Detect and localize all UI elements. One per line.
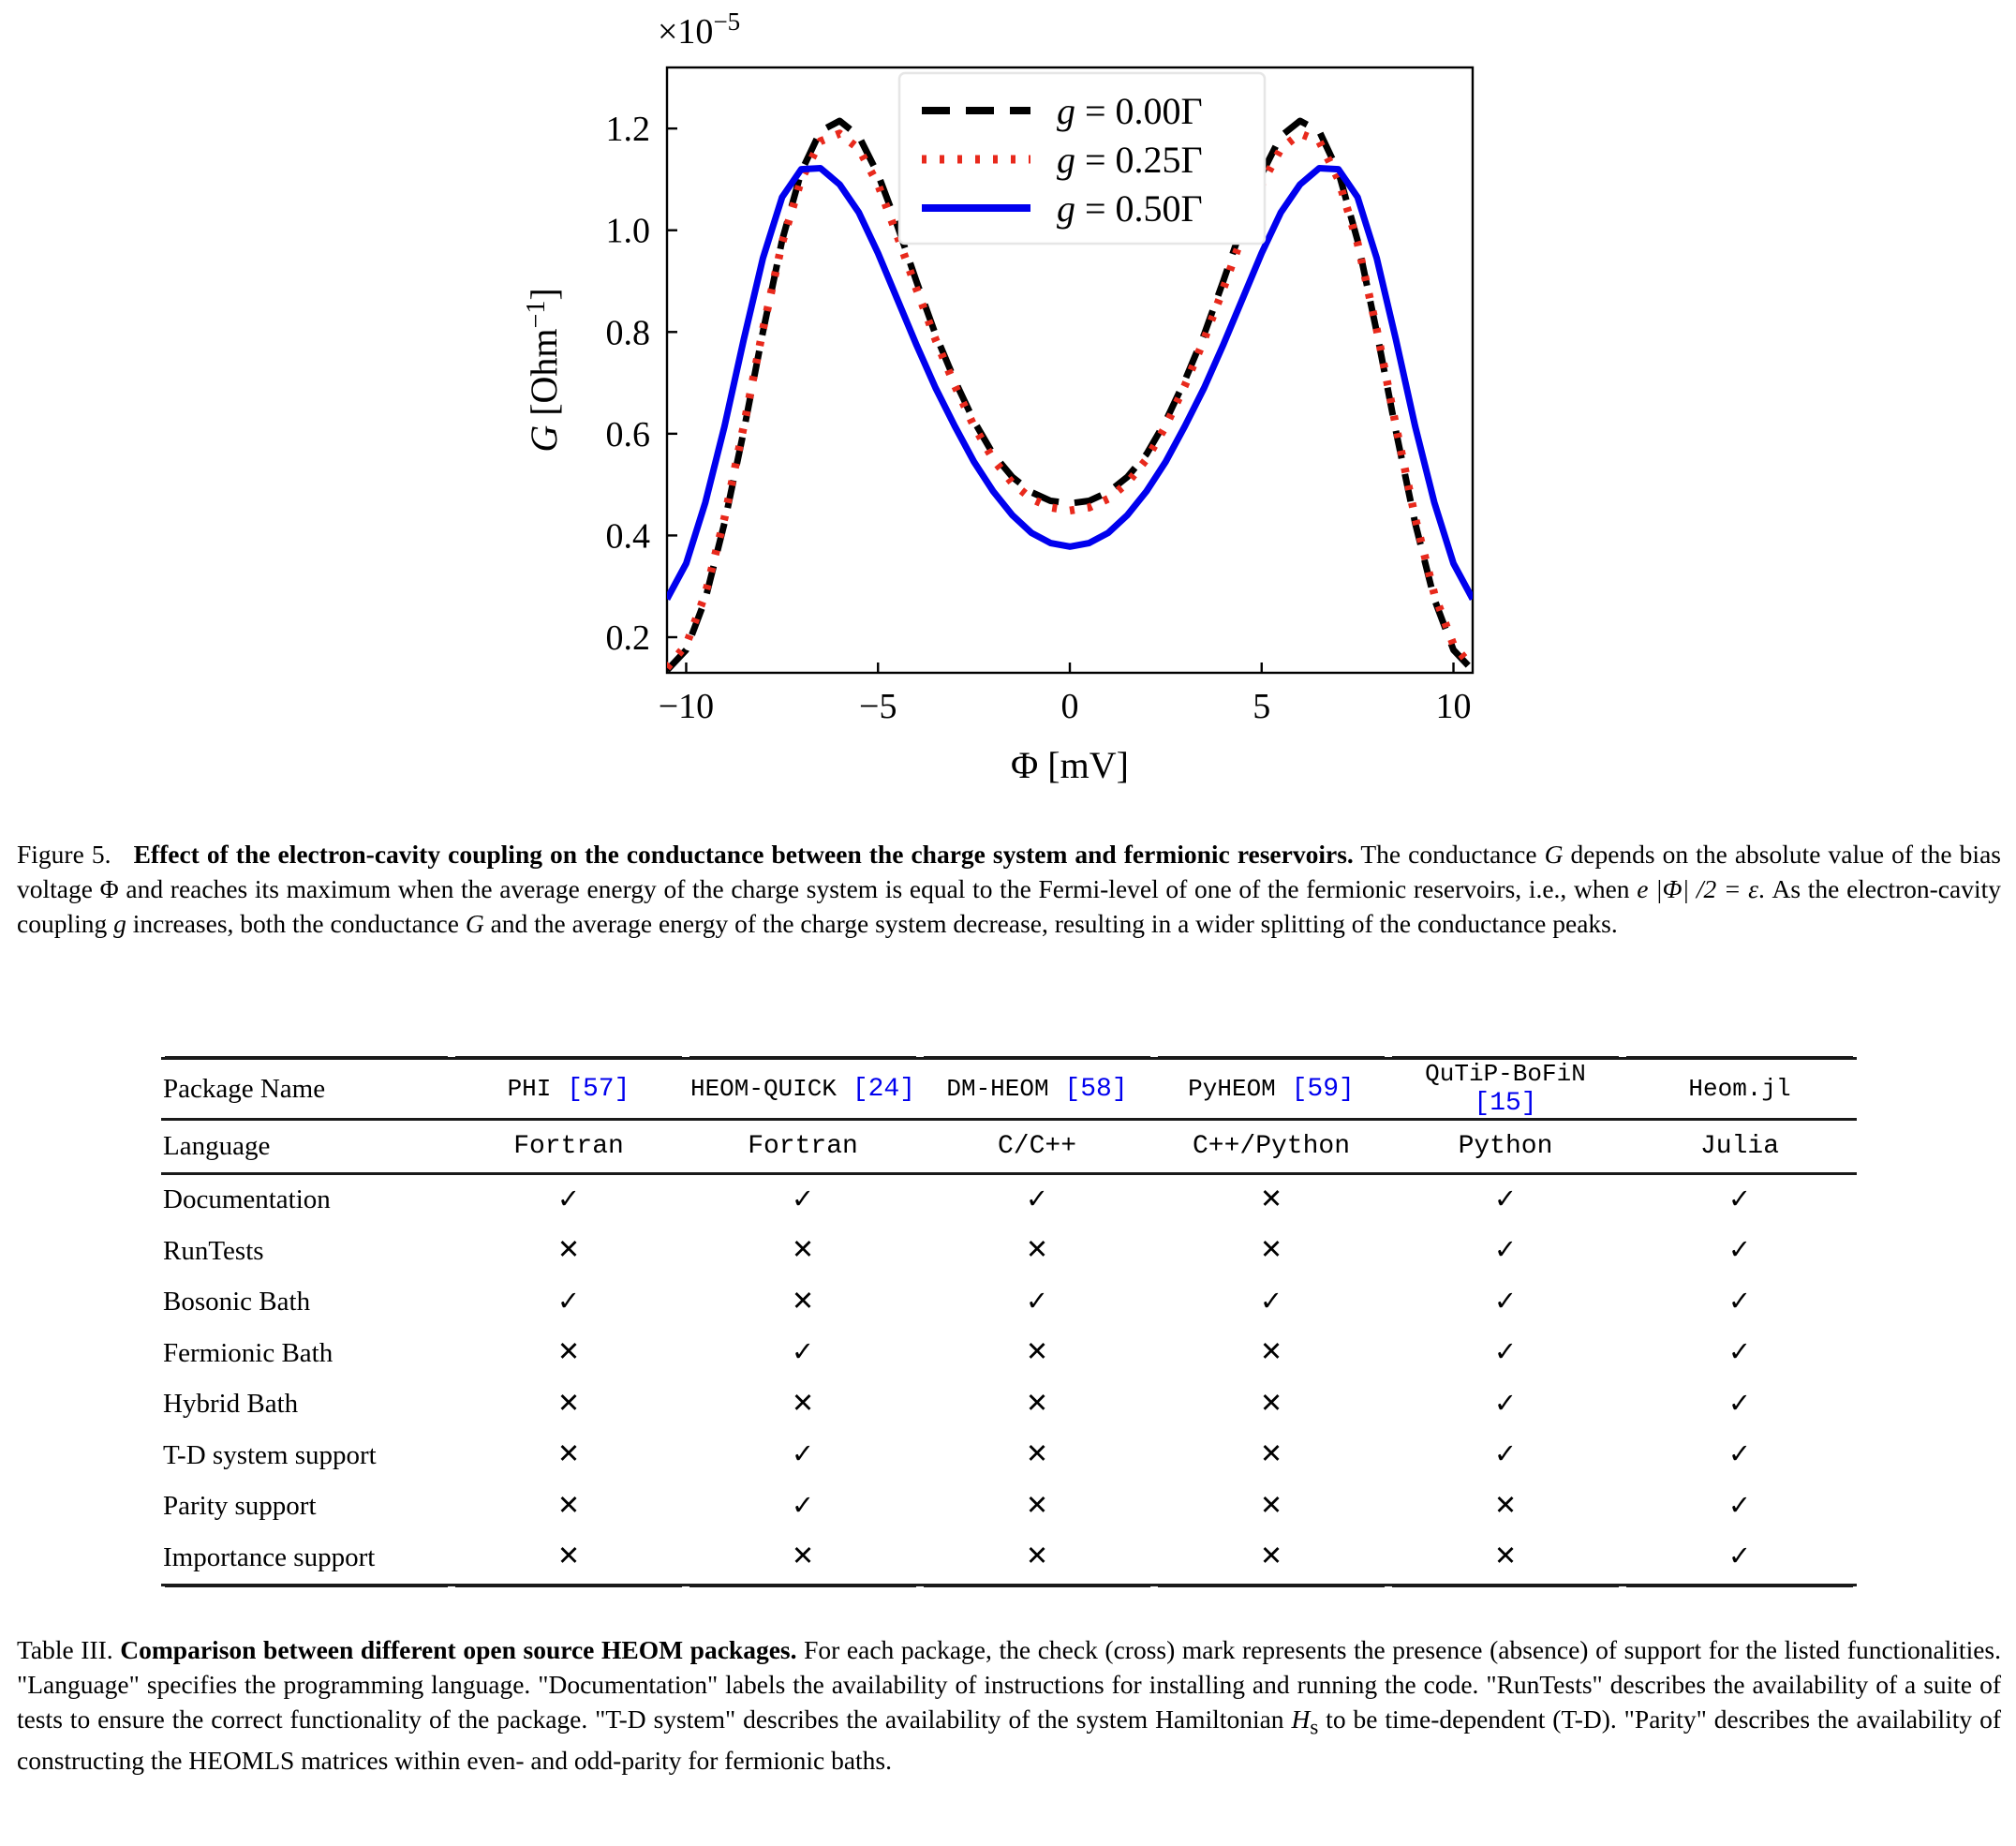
package-name-6: Heom.jl bbox=[1688, 1074, 1791, 1103]
check-icon: ✓ bbox=[1727, 1488, 1752, 1521]
cell-r8-c2 bbox=[686, 1532, 920, 1585]
table-row bbox=[161, 1120, 1857, 1174]
cross-icon: ✕ bbox=[556, 1540, 581, 1572]
y-tick-label-1: 0.4 bbox=[605, 516, 650, 557]
cross-icon: ✕ bbox=[1259, 1386, 1283, 1419]
y-tick-label-4: 1.0 bbox=[605, 211, 650, 251]
cell-r8-c3 bbox=[920, 1532, 1154, 1585]
cell-r5-c5 bbox=[1388, 1379, 1623, 1431]
table-symbol-H-sub: s bbox=[1310, 1715, 1319, 1739]
table-row bbox=[161, 1226, 1857, 1277]
language-cell-1: Fortran bbox=[452, 1120, 686, 1174]
cell-r1-c5 bbox=[1388, 1173, 1623, 1226]
cell-r3-c4 bbox=[1154, 1277, 1388, 1329]
cell-r7-c4 bbox=[1154, 1481, 1388, 1533]
cell-r3-c5 bbox=[1388, 1277, 1623, 1329]
table-caption bbox=[17, 1632, 2001, 1778]
cross-icon: ✕ bbox=[1493, 1488, 1518, 1521]
figure-symbol-G-1: G bbox=[1544, 840, 1564, 869]
cell-r5-c3 bbox=[920, 1379, 1154, 1431]
table-caption-title: Comparison between different open source HEOM packages. bbox=[120, 1635, 797, 1664]
cell-r1-c3 bbox=[920, 1173, 1154, 1226]
figure-5 bbox=[0, 0, 2016, 815]
cross-icon: ✕ bbox=[556, 1233, 581, 1266]
cell-r5-c1 bbox=[452, 1379, 686, 1431]
cell-r2-c3 bbox=[920, 1226, 1154, 1277]
svg-text:G [Ohm−1]: G [Ohm$^{-1}$] bbox=[522, 288, 565, 453]
table-number: Table III. bbox=[17, 1635, 113, 1664]
check-icon: ✓ bbox=[1493, 1182, 1518, 1214]
table-row bbox=[161, 1430, 1857, 1481]
check-icon: ✓ bbox=[1727, 1386, 1752, 1419]
table-row bbox=[161, 1277, 1857, 1329]
cross-icon: ✕ bbox=[1025, 1335, 1049, 1368]
package-name-4: PyHEOM bbox=[1188, 1074, 1276, 1103]
cross-icon: ✕ bbox=[791, 1233, 815, 1266]
citation-5[interactable]: [15] bbox=[1474, 1089, 1537, 1118]
cross-icon: ✕ bbox=[791, 1540, 815, 1572]
cell-r6-c3 bbox=[920, 1430, 1154, 1481]
language-cell-4: C++/Python bbox=[1154, 1120, 1388, 1174]
cell-r1-c2 bbox=[686, 1173, 920, 1226]
cell-r6-c4 bbox=[1154, 1430, 1388, 1481]
check-icon: ✓ bbox=[1493, 1386, 1518, 1419]
cell-r7-c1 bbox=[452, 1481, 686, 1533]
cell-r4-c1 bbox=[452, 1328, 686, 1379]
cell-r7-c5 bbox=[1388, 1481, 1623, 1533]
check-icon: ✓ bbox=[556, 1284, 581, 1317]
cell-r4-c6 bbox=[1623, 1328, 1857, 1379]
cell-r8-c6 bbox=[1623, 1532, 1857, 1585]
check-icon: ✓ bbox=[1727, 1182, 1752, 1214]
check-icon: ✓ bbox=[1727, 1233, 1752, 1266]
package-header-4 bbox=[1154, 1059, 1388, 1120]
cross-icon: ✕ bbox=[1493, 1540, 1518, 1572]
cell-r1-c1 bbox=[452, 1173, 686, 1226]
table-caption-body-2: to be time-dependent (T-D). "Parity" describes the availability of constructing the HEOMLS matrices within even- and odd-parity for fermionic baths. bbox=[17, 1705, 2002, 1775]
cell-r2-c4 bbox=[1154, 1226, 1388, 1277]
check-icon: ✓ bbox=[1493, 1437, 1518, 1470]
x-tick-label-3: 5 bbox=[1253, 687, 1271, 726]
check-icon: ✓ bbox=[1259, 1284, 1283, 1317]
x-tick-label-1: −5 bbox=[859, 687, 897, 726]
cell-r2-c6 bbox=[1623, 1226, 1857, 1277]
package-name-5: QuTiP-BoFiN bbox=[1425, 1060, 1586, 1088]
check-icon: ✓ bbox=[1493, 1233, 1518, 1266]
table-caption-body-1: For each package, the check (cross) mark represents the presence (absence) of support for the listed functionalities. "Language" specifies the programming language. "Documentation" labels the availability of instructions for installing and running the code. "RunTests" describes the availability of a suite of tests to ensure the correct functionality of the package. "T-D system" describes the availability of the system Hamiltonian bbox=[17, 1635, 2001, 1734]
heom-package-comparison-table bbox=[161, 1057, 1857, 1586]
row-label-8: Importance support bbox=[161, 1532, 452, 1585]
figure-caption-body-1: The conductance bbox=[1353, 840, 1545, 869]
cross-icon: ✕ bbox=[791, 1284, 815, 1317]
check-icon: ✓ bbox=[791, 1488, 815, 1521]
y-axis-label bbox=[522, 288, 565, 452]
figure-symbol-G-2: G bbox=[465, 909, 484, 939]
cell-r4-c2 bbox=[686, 1328, 920, 1379]
check-icon: ✓ bbox=[791, 1182, 815, 1214]
citation-1[interactable]: [57] bbox=[567, 1074, 630, 1104]
y-tick-label-2: 0.6 bbox=[605, 414, 650, 454]
cell-r6-c1 bbox=[452, 1430, 686, 1481]
cross-icon: ✕ bbox=[1259, 1540, 1283, 1572]
cell-r5-c4 bbox=[1154, 1379, 1388, 1431]
figure-caption-body-6: and the average energy of the charge system decrease, resulting in a wider splitting of the conductance peaks. bbox=[483, 909, 1618, 939]
cell-r3-c6 bbox=[1623, 1277, 1857, 1329]
cross-icon: ✕ bbox=[1025, 1540, 1049, 1572]
package-name-2: HEOM-QUICK bbox=[689, 1074, 837, 1103]
language-cell-5: Python bbox=[1388, 1120, 1623, 1174]
row-label-6: T-D system support bbox=[163, 1439, 377, 1470]
cell-r7-c2 bbox=[686, 1481, 920, 1533]
cell-r3-c1 bbox=[452, 1277, 686, 1329]
table-row bbox=[161, 1328, 1857, 1379]
table-row bbox=[161, 1532, 1857, 1585]
check-icon: ✓ bbox=[1727, 1335, 1752, 1368]
row-label-7: Parity support bbox=[163, 1491, 317, 1522]
cell-r1-c6 bbox=[1623, 1173, 1857, 1226]
axis-offset-label: $\times 10^{-5}$ bbox=[658, 7, 741, 52]
x-axis-label: Φ [mV] bbox=[1011, 744, 1129, 786]
y-tick-label-5: 1.2 bbox=[605, 110, 650, 150]
check-icon: ✓ bbox=[1493, 1335, 1518, 1368]
package-name-3: DM-HEOM bbox=[946, 1074, 1049, 1103]
x-tick-label-4: 10 bbox=[1435, 687, 1472, 726]
package-header-5 bbox=[1388, 1059, 1623, 1120]
table-header-label: Package Name bbox=[161, 1059, 452, 1120]
figure-caption-body-2: depends on the absolute value of the bias voltage bbox=[17, 840, 2001, 904]
figure-caption-body-5: increases, both the conductance bbox=[126, 909, 466, 939]
cross-icon: ✕ bbox=[1025, 1437, 1049, 1470]
figure-caption-body-3: and reaches its maximum when the average energy of the charge system is equal to the Fermi-level of one of the fermionic reservoirs, i.e., when bbox=[118, 874, 1638, 904]
check-icon: ✓ bbox=[556, 1182, 581, 1214]
cell-r7-c6 bbox=[1623, 1481, 1857, 1533]
y-tick-label-0: 0.2 bbox=[605, 618, 650, 658]
cell-r1-c4 bbox=[1154, 1173, 1388, 1226]
legend-label-2: g = 0.25Γ bbox=[1057, 139, 1203, 181]
language-cell-6: Julia bbox=[1623, 1120, 1857, 1174]
check-icon: ✓ bbox=[1727, 1437, 1752, 1470]
conductance-line-chart bbox=[0, 0, 2016, 815]
cross-icon: ✕ bbox=[1025, 1488, 1049, 1521]
package-header-3 bbox=[920, 1059, 1154, 1120]
figure-caption-body-4: . As the electron-cavity coupling bbox=[17, 874, 2001, 939]
row-label-4: Fermionic Bath bbox=[163, 1337, 334, 1368]
figure-number: Figure 5. bbox=[17, 840, 111, 869]
row-label-1: Documentation bbox=[161, 1173, 452, 1226]
language-cell-2: Fortran bbox=[686, 1120, 920, 1174]
row-label-3: Bosonic Bath bbox=[163, 1287, 311, 1318]
cell-r4-c4 bbox=[1154, 1328, 1388, 1379]
package-header-1 bbox=[452, 1059, 686, 1120]
x-tick-label-2: 0 bbox=[1060, 687, 1079, 726]
cell-r8-c1 bbox=[452, 1532, 686, 1585]
cell-r2-c1 bbox=[452, 1226, 686, 1277]
cell-r5-c6 bbox=[1623, 1379, 1857, 1431]
figure-caption-title: Effect of the electron-cavity coupling on the conductance between the charge system and fermionic reservoirs. bbox=[133, 840, 1354, 869]
cross-icon: ✕ bbox=[556, 1437, 581, 1470]
cross-icon: ✕ bbox=[556, 1386, 581, 1419]
cell-r6-c6 bbox=[1623, 1430, 1857, 1481]
check-icon: ✓ bbox=[1025, 1182, 1049, 1214]
legend-label-1: g = 0.00Γ bbox=[1057, 90, 1203, 132]
package-header-6 bbox=[1623, 1059, 1857, 1120]
cell-r2-c5 bbox=[1388, 1226, 1623, 1277]
cross-icon: ✕ bbox=[1259, 1182, 1283, 1214]
legend-label-3: g = 0.50Γ bbox=[1057, 187, 1203, 230]
cross-icon: ✕ bbox=[1259, 1437, 1283, 1470]
citation-3[interactable]: [58] bbox=[1064, 1074, 1128, 1104]
comparison-table-block bbox=[161, 1057, 1857, 1586]
cross-icon: ✕ bbox=[1259, 1233, 1283, 1266]
cell-r3-c2 bbox=[686, 1277, 920, 1329]
figure-symbol-phi: Φ bbox=[99, 874, 119, 904]
check-icon: ✓ bbox=[1493, 1284, 1518, 1317]
package-name-1: PHI bbox=[507, 1074, 552, 1103]
cell-r6-c5 bbox=[1388, 1430, 1623, 1481]
cross-icon: ✕ bbox=[1259, 1488, 1283, 1521]
check-icon: ✓ bbox=[791, 1437, 815, 1470]
cross-icon: ✕ bbox=[1025, 1386, 1049, 1419]
cell-r8-c4 bbox=[1154, 1532, 1388, 1585]
cross-icon: ✕ bbox=[556, 1488, 581, 1521]
table-row bbox=[161, 1379, 1857, 1431]
y-tick-label-3: 0.8 bbox=[605, 313, 650, 353]
chart-legend bbox=[899, 73, 1265, 244]
cell-r5-c2 bbox=[686, 1379, 920, 1431]
cross-icon: ✕ bbox=[1025, 1233, 1049, 1266]
citation-4[interactable]: [59] bbox=[1291, 1074, 1355, 1104]
cell-r6-c2 bbox=[686, 1430, 920, 1481]
cross-icon: ✕ bbox=[556, 1335, 581, 1368]
table-header-row bbox=[161, 1059, 1857, 1120]
cell-r4-c5 bbox=[1388, 1328, 1623, 1379]
cell-r7-c3 bbox=[920, 1481, 1154, 1533]
check-icon: ✓ bbox=[1727, 1284, 1752, 1317]
row-label-2: RunTests bbox=[163, 1235, 264, 1266]
figure-caption bbox=[17, 837, 2001, 941]
figure-symbol-g: g bbox=[113, 909, 126, 939]
table-row bbox=[161, 1173, 1857, 1226]
check-icon: ✓ bbox=[1025, 1284, 1049, 1317]
cell-r4-c3 bbox=[920, 1328, 1154, 1379]
table-symbol-H: H bbox=[1291, 1705, 1311, 1734]
x-tick-label-0: −10 bbox=[658, 687, 715, 726]
check-icon: ✓ bbox=[1727, 1540, 1752, 1572]
cross-icon: ✕ bbox=[791, 1386, 815, 1419]
table-row bbox=[161, 1481, 1857, 1533]
cell-r8-c5 bbox=[1388, 1532, 1623, 1585]
figure-formula: e |Φ| /2 = ε bbox=[1637, 874, 1758, 904]
language-cell-3: C/C++ bbox=[920, 1120, 1154, 1174]
cell-r2-c2 bbox=[686, 1226, 920, 1277]
cell-r3-c3 bbox=[920, 1277, 1154, 1329]
package-header-2 bbox=[686, 1059, 920, 1120]
check-icon: ✓ bbox=[791, 1335, 815, 1368]
cross-icon: ✕ bbox=[1259, 1335, 1283, 1368]
row-label-5: Hybrid Bath bbox=[163, 1389, 299, 1420]
citation-2[interactable]: [24] bbox=[852, 1074, 916, 1104]
row-label-language: Language bbox=[161, 1120, 452, 1174]
